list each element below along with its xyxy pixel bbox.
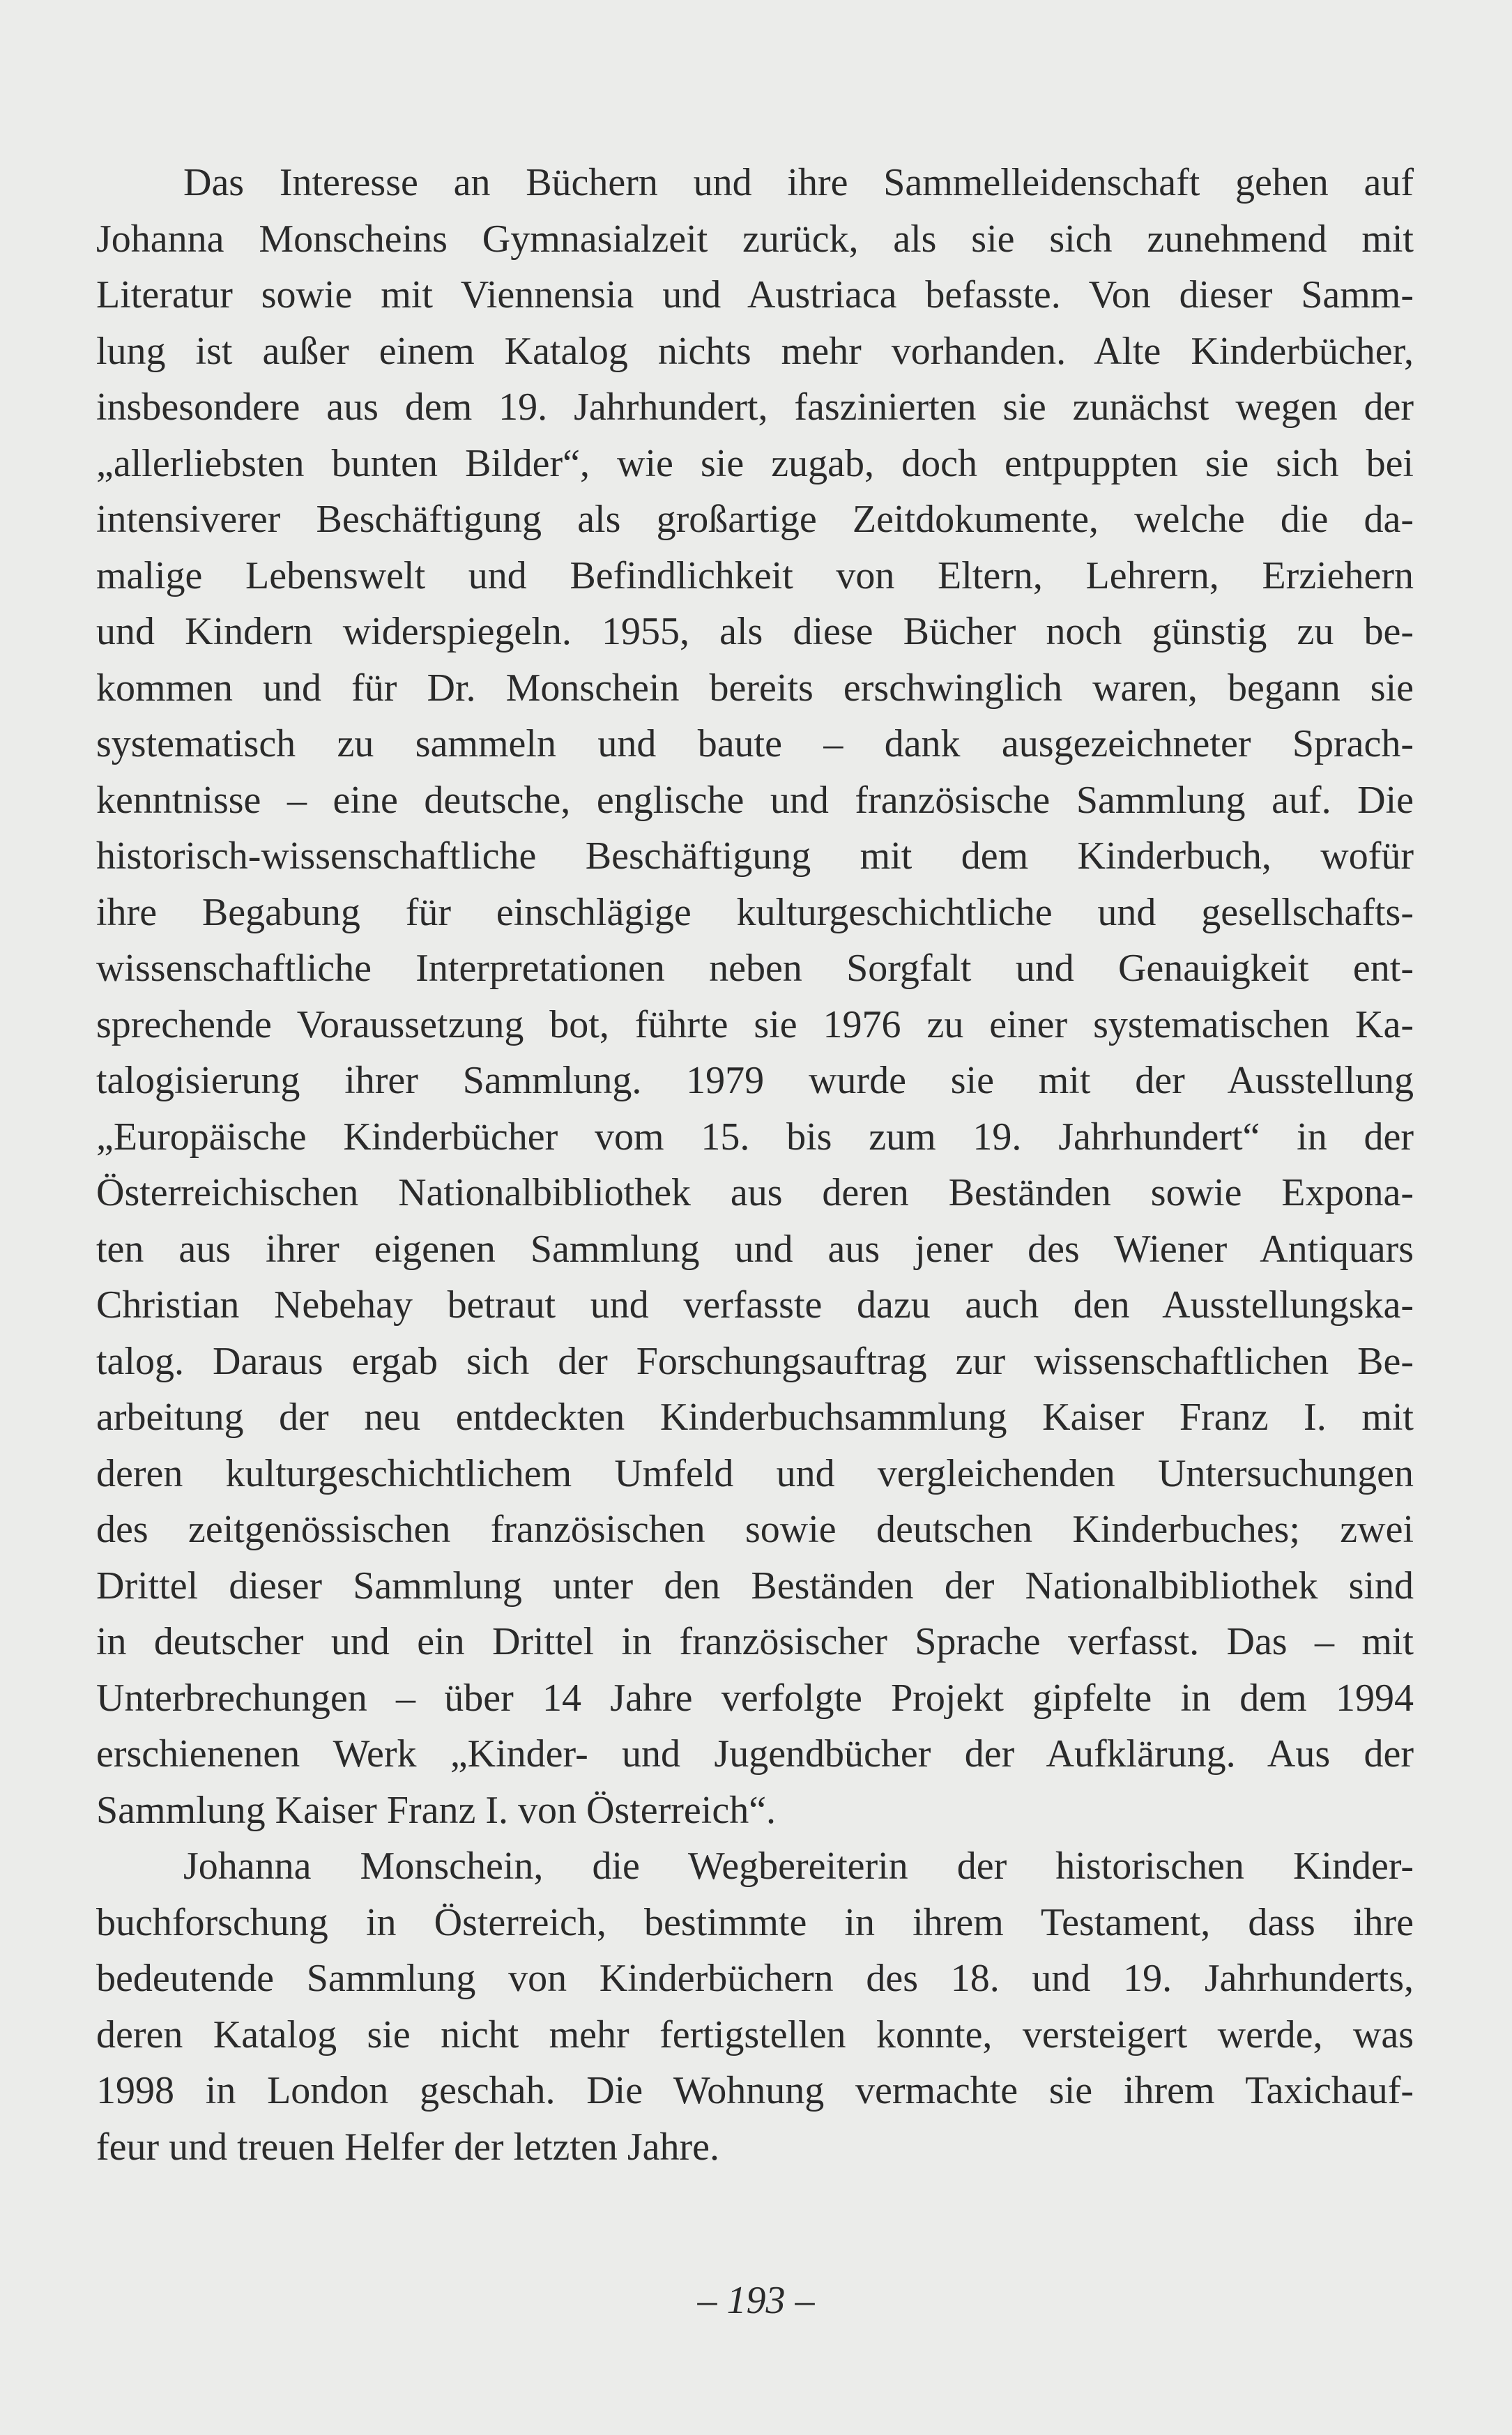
body-text — [96, 155, 1414, 2175]
text-line: systematisch zu sammeln und baute – dank ausgezeichneter Sprach- — [96, 722, 1414, 765]
text-line: Das Interesse an Büchern und ihre Sammelleidenschaft gehen auf — [183, 161, 1414, 204]
text-line: historisch-wissenschaftliche Beschäftigung mit dem Kinderbuch, wofür — [96, 834, 1414, 878]
text-line: talogisierung ihrer Sammlung. 1979 wurde sie mit der Ausstellung — [96, 1059, 1414, 1102]
text-line: kenntnisse – eine deutsche, englische und französische Sammlung auf. Die — [96, 778, 1414, 822]
text-line: bedeutende Sammlung von Kinderbüchern des 18. und 19. Jahrhunderts, — [96, 1957, 1414, 2000]
text-line: Drittel dieser Sammlung unter den Beständen der Nationalbibliothek sind — [96, 1564, 1414, 1608]
text-line: intensiverer Beschäftigung als großartige Zeitdokumente, welche die da- — [96, 498, 1414, 541]
text-line: „Europäische Kinderbücher vom 15. bis zum 19. Jahrhundert“ in der — [96, 1115, 1414, 1159]
page-number: – 193 – — [697, 2279, 815, 2322]
text-line: wissenschaftliche Interpretationen neben Sorgfalt und Genauigkeit ent- — [96, 947, 1414, 990]
text-line: insbesondere aus dem 19. Jahrhundert, faszinierten sie zunächst wegen der — [96, 386, 1414, 429]
text-line: kommen und für Dr. Monschein bereits erschwinglich waren, begann sie — [96, 666, 1414, 710]
text-line: in deutscher und ein Drittel in französischer Sprache verfasst. Das – mit — [96, 1620, 1414, 1663]
text-line: talog. Daraus ergab sich der Forschungsauftrag zur wissenschaftlichen Be- — [96, 1339, 1414, 1383]
text-line: feur und treuen Helfer der letzten Jahre. — [96, 2125, 719, 2169]
text-line: „allerliebsten bunten Bilder“, wie sie zugab, doch entpuppten sie sich bei — [96, 441, 1414, 485]
text-line: buchforschung in Österreich, bestimmte in ihrem Testament, dass ihre — [96, 1900, 1414, 1944]
text-line: Christian Nebehay betraut und verfasste dazu auch den Ausstellungska- — [96, 1283, 1414, 1327]
text-line: ten aus ihrer eigenen Sammlung und aus jener des Wiener Antiquars — [96, 1227, 1414, 1271]
text-line: deren Katalog sie nicht mehr fertigstellen konnte, versteigert werde, was — [96, 2013, 1414, 2056]
text-line: und Kindern widerspiegeln. 1955, als diese Bücher noch günstig zu be- — [96, 610, 1414, 653]
text-line: sprechende Voraussetzung bot, führte sie 1976 zu einer systematischen Ka- — [96, 1002, 1414, 1046]
text-line: Literatur sowie mit Viennensia und Austriaca befasste. Von dieser Samm- — [96, 273, 1414, 316]
text-line: des zeitgenössischen französischen sowie deutschen Kinderbuches; zwei — [96, 1508, 1414, 1551]
text-line: Johanna Monschein, die Wegbereiterin der historischen Kinder- — [183, 1845, 1414, 1888]
text-line: Österreichischen Nationalbibliothek aus deren Beständen sowie Expona- — [96, 1171, 1414, 1214]
paragraph-1 — [96, 155, 1414, 1838]
text-line: erschienenen Werk „Kinder- und Jugendbücher der Aufklärung. Aus der — [96, 1732, 1414, 1776]
text-line: Johanna Monscheins Gymnasialzeit zurück, als sie sich zunehmend mit — [96, 217, 1414, 261]
paragraph-2 — [96, 1838, 1414, 2175]
text-line: arbeitung der neu entdeckten Kinderbuchsammlung Kaiser Franz I. mit — [96, 1396, 1414, 1439]
text-line: Sammlung Kaiser Franz I. von Österreich“. — [96, 1788, 777, 1832]
text-line: 1998 in London geschah. Die Wohnung vermachte sie ihrem Taxichauf- — [96, 2069, 1414, 2112]
text-line: malige Lebenswelt und Befindlichkeit von Eltern, Lehrern, Erziehern — [96, 554, 1414, 597]
text-line: deren kulturgeschichtlichem Umfeld und vergleichenden Untersuchungen — [96, 1451, 1414, 1495]
text-line: Unterbrechungen – über 14 Jahre verfolgte Projekt gipfelte in dem 1994 — [96, 1676, 1414, 1720]
text-line: ihre Begabung für einschlägige kulturgeschichtliche und gesellschafts- — [96, 890, 1414, 934]
text-line: lung ist außer einem Katalog nichts mehr vorhanden. Alte Kinderbücher, — [96, 329, 1414, 373]
